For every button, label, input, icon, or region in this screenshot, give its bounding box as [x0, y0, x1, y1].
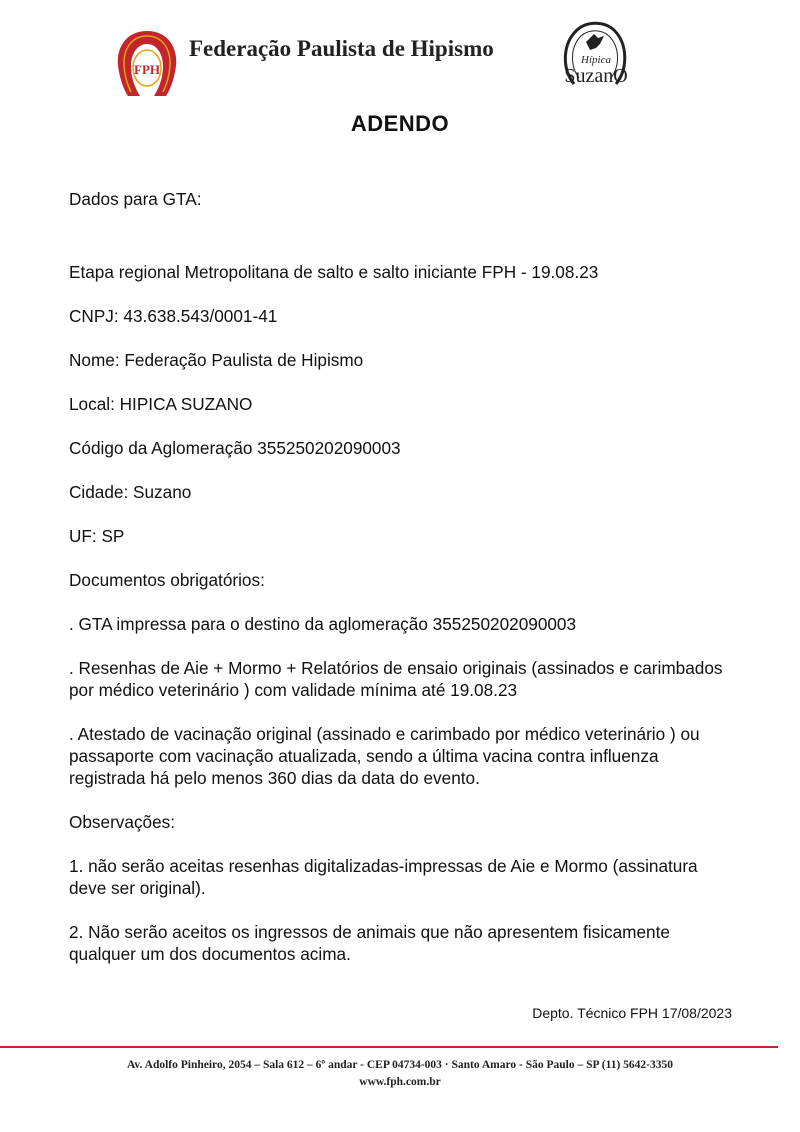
intro-line: Dados para GTA:	[69, 189, 202, 209]
partner-logo-text-top: Hípica	[581, 54, 611, 66]
doc-item: . GTA impressa para o destino da aglomeração 355250202090003	[69, 614, 577, 634]
docs-heading: Documentos obrigatórios:	[69, 570, 265, 590]
footer-divider	[0, 1046, 778, 1048]
letterhead	[0, 0, 800, 110]
obs-item: 2. Não serão aceitos os ingressos de animais que não apresentem fisicamente qualquer um dos documentos acima.	[69, 922, 670, 964]
cidade-line: Cidade: Suzano	[69, 482, 192, 502]
nome-line: Nome: Federação Paulista de Hipismo	[69, 350, 364, 370]
fph-logo-text: FPH	[134, 62, 160, 77]
doc-item: . Resenhas de Aie + Mormo + Relatórios de ensaio originais (assinados e carimbados por médico veterinário ) com validade mínima até 19.08.23	[69, 658, 723, 700]
footer-website: www.fph.com.br	[359, 1076, 441, 1088]
document-body	[69, 188, 739, 965]
fph-horseshoe-logo	[114, 28, 180, 98]
local-line: Local: HIPICA SUZANO	[69, 394, 253, 414]
obs-item: 1. não serão aceitas resenhas digitalizadas-impressas de Aie e Mormo (assinatura deve ser original).	[69, 856, 698, 898]
organization-name: Federação Paulista de Hipismo	[189, 36, 494, 61]
partner-logo-text-main: SuzanO	[564, 65, 628, 87]
footer	[0, 1057, 800, 1091]
doc-item: . Atestado de vacinação original (assinado e carimbado por médico veterinário ) ou passaporte com vacinação atualizada, sendo a última vacina contra influenza registrada há pelo menos 360 dias da data do evento.	[69, 724, 700, 788]
cnpj-line: CNPJ: 43.638.543/0001-41	[69, 306, 278, 326]
obs-heading: Observações:	[69, 812, 176, 832]
document-title: ADENDO	[350, 111, 450, 136]
event-line: Etapa regional Metropolitana de salto e salto iniciante FPH - 19.08.23	[69, 262, 599, 282]
signoff: Depto. Técnico FPH 17/08/2023	[532, 1005, 732, 1021]
codigo-line: Código da Aglomeração 355250202090003	[69, 438, 401, 458]
footer-address: Av. Adolfo Pinheiro, 2054 – Sala 612 – 6º andar - CEP 04734-003 · Santo Amaro - São Paulo – SP (11) 5642-3350	[126, 1059, 674, 1071]
uf-line: UF: SP	[69, 526, 125, 546]
hipica-suzano-logo	[552, 14, 638, 96]
